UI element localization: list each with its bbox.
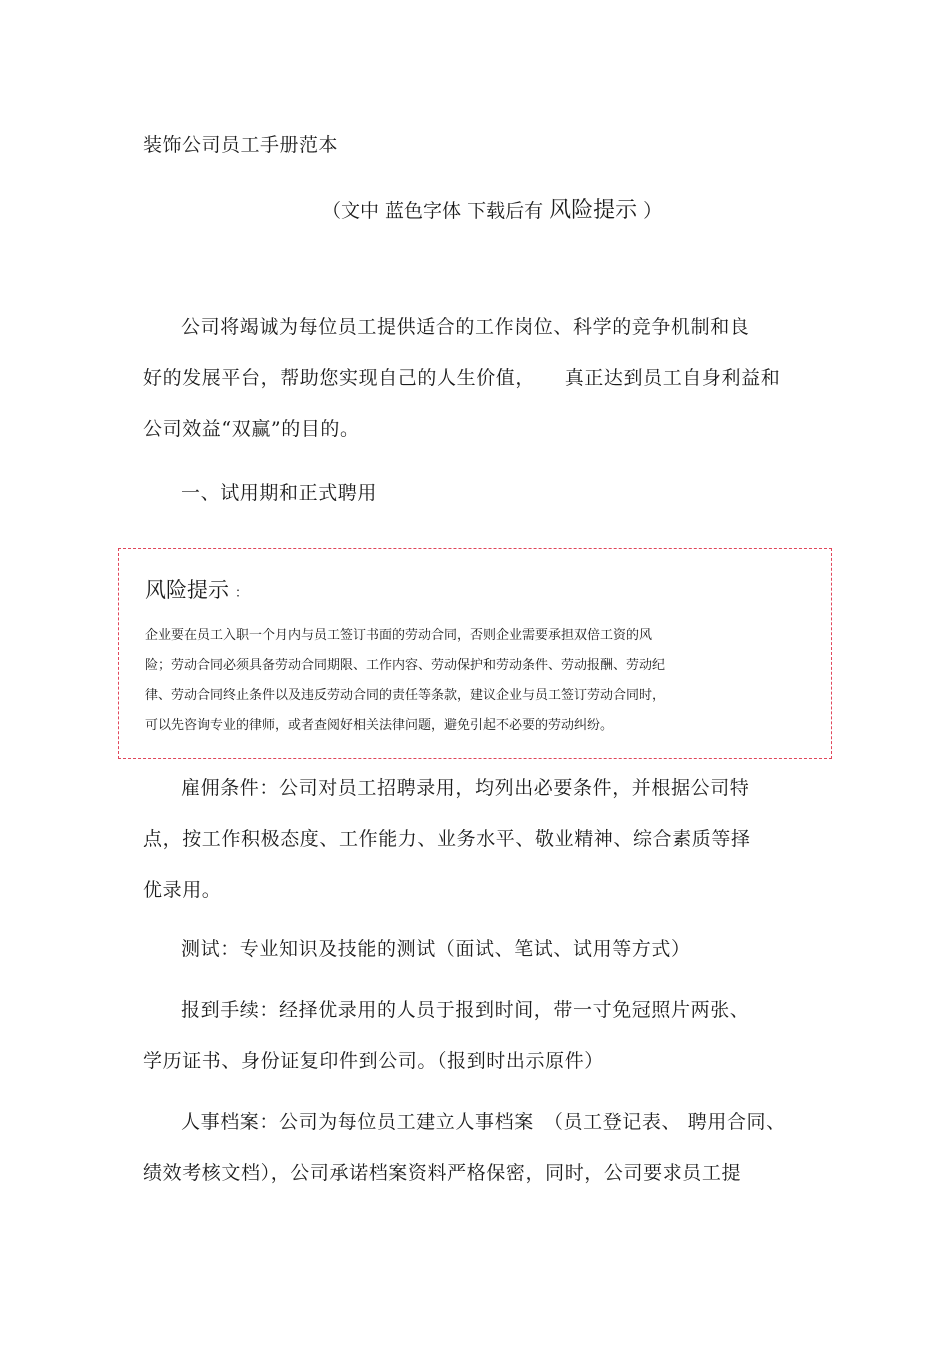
section-heading-probation: 一、试用期和正式聘用 [181,482,378,504]
document-title: 装饰公司员工手册范本 [143,134,339,156]
risk-warning-colon: ： [235,586,249,601]
test-paragraph [143,924,823,975]
employment-conditions-paragraph [143,763,823,916]
download-note-suffix: ） [637,200,663,222]
risk-warning-title-text: 风险提示 [145,578,229,602]
risk-warning-line-4: 可以先咨询专业的律师，或者查阅好相关法律问题，避免引起不必要的劳动纠纷。 [145,718,614,733]
employment-line-2: 点，按工作积极态度、工作能力、业务水平、敬业精神、综合素质等择 [143,828,751,850]
intro-paragraph [143,302,823,455]
risk-warning-box [118,548,832,759]
test-line-1: 测试：专业知识及技能的测试（面试、笔试、试用等方式） [181,938,691,960]
employment-line-3: 优录用。 [143,879,222,901]
risk-warning-line-2: 险；劳动合同必须具备劳动合同期限、工作内容、劳动保护和劳动条件、劳动报酬、劳动纪 [145,658,666,673]
risk-warning-text [145,621,795,741]
intro-line-3: 公司效益“双赢”的目的。 [143,418,360,440]
risk-warning-title [145,574,248,604]
report-line-1: 报到手续：经择优录用的人员于报到时间，带一寸免冠照片两张、 [181,999,750,1021]
download-note [322,193,662,224]
intro-line-1: 公司将竭诚为每位员工提供适合的工作岗位、科学的竞争机制和良 [181,316,750,338]
risk-warning-line-3: 律、劳动合同终止条件以及违反劳动合同的责任等条款，建议企业与员工签订劳动合同时， [145,688,666,703]
intro-line-2: 好的发展平台，帮助您实现自己的人生价值， 真正达到员工自身利益和 [143,367,781,389]
download-note-highlight: 风险提示 [549,198,638,223]
download-note-prefix: （文中 蓝色字体 下载后有 [322,200,550,222]
personnel-records-paragraph [143,1097,823,1199]
report-line-2: 学历证书、身份证复印件到公司。（报到时出示原件） [143,1050,604,1072]
risk-warning-line-1: 企业要在员工入职一个月内与员工签订书面的劳动合同，否则企业需要承担双倍工资的风 [145,628,653,643]
records-line-1: 人事档案：公司为每位员工建立人事档案 （员工登记表、 聘用合同、 [181,1111,786,1133]
records-line-2: 绩效考核文档），公司承诺档案资料严格保密，同时，公司要求员工提 [143,1162,742,1184]
employment-line-1: 雇佣条件：公司对员工招聘录用，均列出必要条件，并根据公司特 [181,777,750,799]
report-procedure-paragraph [143,985,823,1087]
